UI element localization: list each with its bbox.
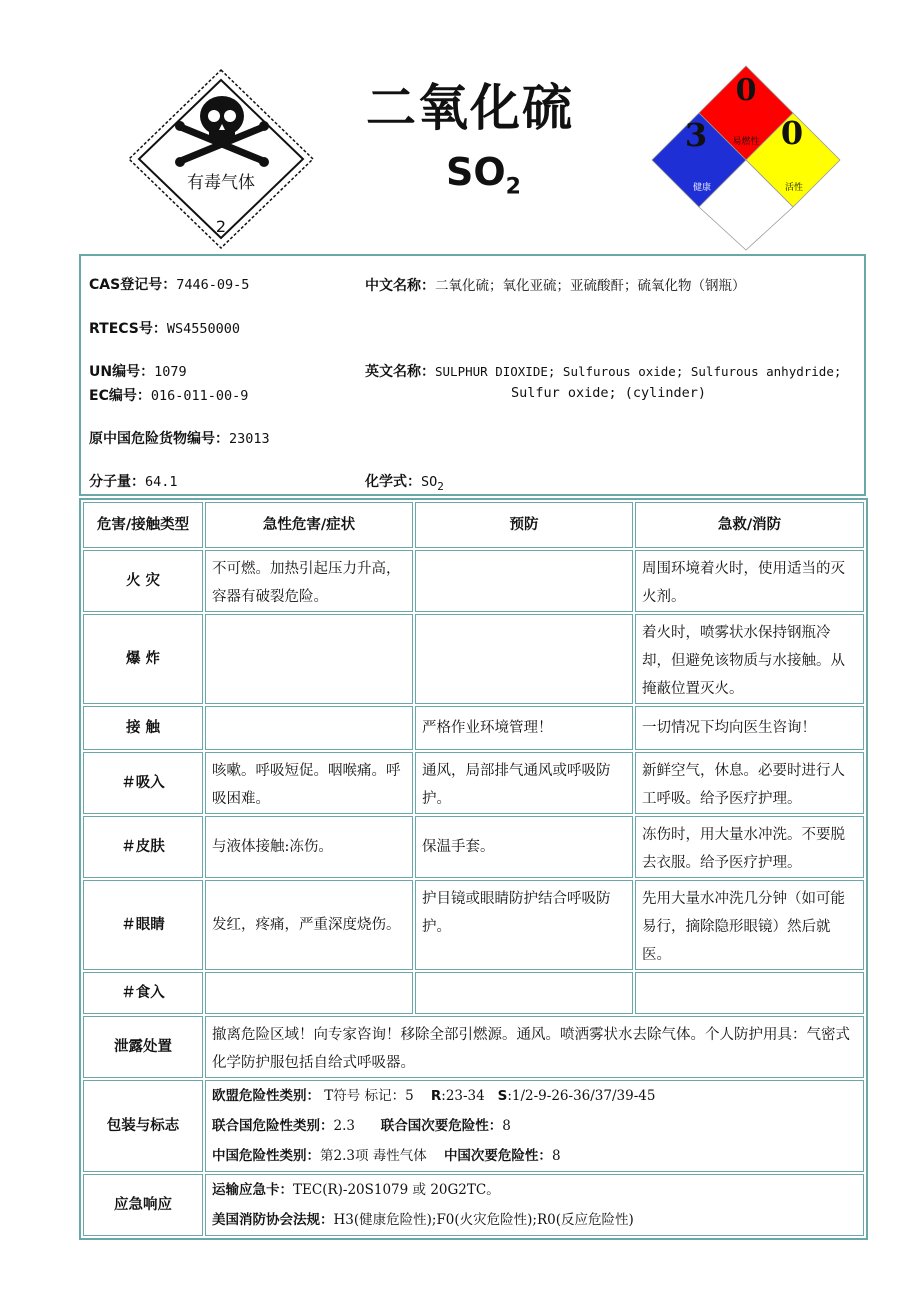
row-prevention: 护目镜或眼睛防护结合呼吸防护。 [415, 880, 633, 970]
spill-label: 泄露处置 [83, 1016, 203, 1078]
r-phrase-value: :23-34 [441, 1088, 485, 1104]
cn-class-line [212, 1141, 857, 1171]
formula-subscript: 2 [505, 174, 521, 200]
cn-dg-value: 23013 [229, 431, 270, 447]
nfpa-flammability-label: 易燃性 [732, 137, 760, 147]
row-prevention: 保温手套。 [415, 816, 633, 878]
row-type: 火 灾 [83, 550, 203, 612]
hazard-table [79, 498, 868, 1240]
transport-card-label: 运输应急卡： [212, 1182, 293, 1198]
emergency-details [205, 1174, 864, 1236]
un-value: 1079 [154, 364, 187, 380]
toxic-label-text: 有毒气体 [187, 173, 255, 193]
nfpa-reactivity-value: 0 [780, 114, 804, 152]
cn-name-row [365, 274, 746, 295]
nfpa-flammability-value: 0 [735, 73, 757, 108]
nfpa-code-label: 美国消防协会法规： [212, 1212, 334, 1228]
cn-sub-label: 中国次要危险性： [443, 1148, 552, 1164]
row-aid: 冻伤时，用大量水冲洗。不要脱去衣服。给予医疗护理。 [635, 816, 864, 878]
en-name-row [365, 361, 841, 381]
table-row [83, 816, 864, 878]
formula-main: SO [446, 150, 506, 194]
table-header-row [83, 502, 864, 548]
nfpa-health-label: 健康 [692, 183, 712, 193]
row-type: 接 触 [83, 706, 203, 750]
row-aid: 一切情况下均向医生咨询！ [635, 706, 864, 750]
un-row [89, 361, 187, 381]
emergency-label: 应急响应 [83, 1174, 203, 1236]
row-prevention [415, 614, 633, 704]
header-prevention: 预防 [415, 502, 633, 548]
spill-text: 撤离危险区域！向专家咨询！移除全部引燃源。通风。喷洒雾状水去除气体。个人防护用具：气密式化学防护服包括自给式呼吸器。 [205, 1016, 864, 1078]
nfpa-code-value: H3(健康危险性);F0(火灾危险性);R0(反应危险性) [333, 1212, 634, 1228]
header-symptom: 急性危害/症状 [205, 502, 413, 548]
row-type: 爆 炸 [83, 614, 203, 704]
hazard-class-number: 2 [215, 217, 227, 236]
eu-class-line [212, 1081, 857, 1111]
s-phrase-value: :1/2-9-26-36/37/39-45 [507, 1088, 656, 1104]
en-name-label: 英文名称： [365, 364, 435, 380]
rtecs-label: RTECS号： [89, 321, 167, 337]
un-class-value: 2.3 [333, 1118, 355, 1134]
packaging-row [83, 1080, 864, 1172]
r-phrase-label: R [430, 1088, 442, 1104]
spill-row [83, 1016, 864, 1078]
eu-class-label: 欧盟危险性类别： [212, 1088, 320, 1104]
row-prevention: 严格作业环境管理！ [415, 706, 633, 750]
nfpa-health-value: 3 [684, 116, 708, 154]
cn-class-label: 中国危险性类别： [212, 1148, 320, 1164]
toxic-gas-label-diamond [125, 68, 317, 250]
row-type: ＃食入 [83, 972, 203, 1014]
cn-name-value: 二氧化硫；氧化亚硫；亚硫酸酐；硫氧化物（钢瓶） [435, 278, 746, 294]
row-symptom: 咳嗽。呼吸短促。咽喉痛。呼吸困难。 [205, 752, 413, 814]
cn-sub-value: 8 [551, 1148, 561, 1164]
ec-label: EC编号： [89, 388, 151, 404]
table-row [83, 752, 864, 814]
row-symptom: 不可燃。加热引起压力升高，容器有破裂危险。 [205, 550, 413, 612]
row-prevention: 通风，局部排气通风或呼吸防护。 [415, 752, 633, 814]
cn-dg-row [89, 428, 270, 448]
s-phrase-label: S [497, 1088, 508, 1104]
chem-formula-sub: 2 [437, 479, 444, 493]
row-type: ＃吸入 [83, 752, 203, 814]
identity-info-box [79, 254, 866, 496]
row-symptom: 与液体接触:冻伤。 [205, 816, 413, 878]
row-aid: 周围环境着火时，使用适当的灭火剂。 [635, 550, 864, 612]
rtecs-row [89, 318, 240, 338]
cn-class-value: 第2.3项 毒性气体 [320, 1148, 427, 1164]
row-symptom: 发红，疼痛，严重深度烧伤。 [205, 880, 413, 970]
table-row [83, 550, 864, 612]
table-row [83, 706, 864, 750]
row-symptom [205, 614, 413, 704]
un-class-label: 联合国危险性类别： [212, 1118, 334, 1134]
en-name-line2: Sulfur oxide; (cylinder) [511, 385, 707, 401]
row-aid [635, 972, 864, 1014]
row-prevention [415, 550, 633, 612]
cas-label: CAS登记号： [89, 277, 177, 293]
row-prevention [415, 972, 633, 1014]
row-aid: 着火时，喷雾状水保持钢瓶冷却，但避免该物质与水接触。从掩蔽位置灭火。 [635, 614, 864, 704]
cn-dg-label: 原中国危险货物编号： [89, 431, 229, 447]
cn-name-label: 中文名称： [365, 278, 435, 294]
table-row [83, 972, 864, 1014]
row-type: ＃皮肤 [83, 816, 203, 878]
un-sub-label: 联合国次要危险性： [380, 1118, 503, 1134]
mw-value: 64.1 [145, 474, 178, 490]
cas-row [89, 274, 249, 294]
mw-row [89, 471, 178, 491]
en-name-line1: SULPHUR DIOXIDE; Sulfurous oxide; Sulfurous anhydride; [435, 364, 842, 379]
transport-card-line [212, 1175, 857, 1205]
chem-formula-main: SO [421, 474, 438, 490]
row-symptom [205, 706, 413, 750]
nfpa-diamond [650, 62, 842, 252]
chem-formula-label: 化学式： [365, 474, 421, 490]
header-type: 危害/接触类型 [83, 502, 203, 548]
ec-value: 016-011-00-9 [150, 388, 249, 404]
packaging-label: 包装与标志 [83, 1080, 203, 1172]
eu-class-value: T符号 标记：5 [320, 1088, 414, 1104]
row-aid: 先用大量水冲洗几分钟（如可能易行，摘除隐形眼镜）然后就医。 [635, 880, 864, 970]
chemical-formula-heading [446, 150, 521, 200]
page-title: 二氧化硫 [366, 79, 574, 137]
table-row [83, 614, 864, 704]
nfpa-code-line [212, 1205, 857, 1235]
un-label: UN编号： [89, 364, 155, 380]
un-class-line [212, 1111, 857, 1141]
ec-row [89, 385, 248, 405]
chem-formula-row [365, 471, 444, 493]
nfpa-reactivity-label: 活性 [784, 183, 804, 193]
un-sub-value: 8 [502, 1118, 511, 1134]
row-type: ＃眼睛 [83, 880, 203, 970]
row-aid: 新鲜空气，休息。必要时进行人工呼吸。给予医疗护理。 [635, 752, 864, 814]
header-aid: 急救/消防 [635, 502, 864, 548]
cas-value: 7446-09-5 [176, 277, 250, 293]
table-row [83, 880, 864, 970]
rtecs-value: WS4550000 [166, 321, 241, 337]
transport-card-value: TEC(R)-20S1079 或 20G2TC。 [293, 1182, 500, 1198]
emergency-row [83, 1174, 864, 1236]
mw-label: 分子量： [89, 474, 145, 490]
row-symptom [205, 972, 413, 1014]
packaging-details [205, 1080, 864, 1172]
